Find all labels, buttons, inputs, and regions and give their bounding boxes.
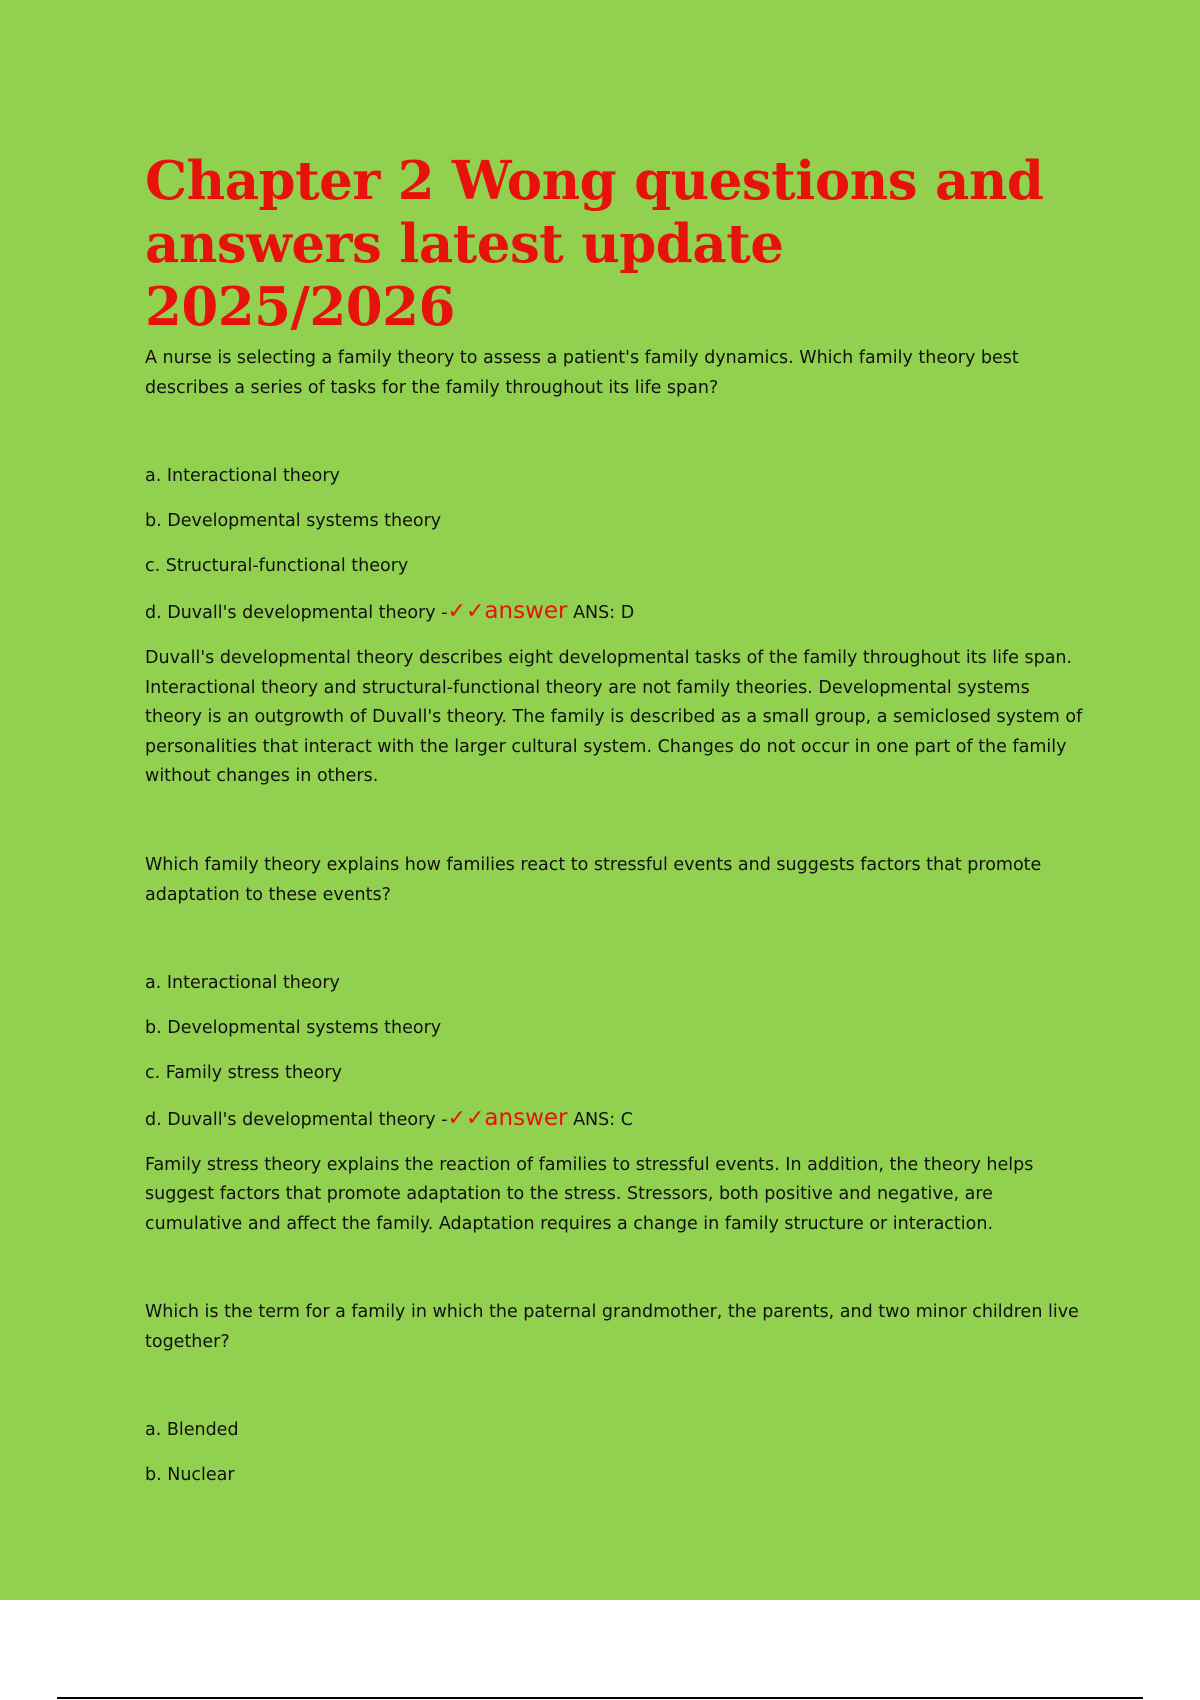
document-title: Chapter 2 Wong questions and answers latest update 2025/2026 (145, 150, 1044, 338)
answer-key: ANS: D (573, 603, 635, 623)
question-text: Which is the term for a family in which the paternal grandmother, the parents, and two minor children live together? (145, 1302, 1079, 1352)
check-marks-icon: ✓✓ (447, 599, 485, 624)
option-c: c. Structural-functional theory (145, 556, 409, 576)
check-marks-icon: ✓✓ (447, 1105, 485, 1131)
question-block-1 (145, 343, 1090, 792)
question-text: A nurse is selecting a family theory to assess a patient's family dynamics. Which family theory best describes a series of tasks for the family throughout its life span? (145, 348, 1019, 398)
question-block-3 (145, 1297, 1090, 1490)
option-a: a. Interactional theory (145, 972, 340, 993)
rationale-text: Duvall's developmental theory describes eight developmental tasks of the family throughout its life span. Interactional theory and structural-functional theory are not family theories. Developmental systems theory is an outgrowth of Duvall's theory. The family is described as a small group, a semiclosed system of personalities that interact with the larger cultural system. Changes do not occur in one part of the family without changes in others. (145, 648, 1083, 786)
answer-key: ANS: C (573, 1109, 633, 1130)
footer-divider (57, 1697, 1143, 1699)
rationale-text: Family stress theory explains the reaction of families to stressful events. In addition, the theory helps suggest factors that promote adaptation to the stress. Stressors, both positive and negative, are cumulative and affect the family. Adaptation requires a change in family structure or interaction. (145, 1154, 1034, 1234)
spacer (145, 792, 1090, 850)
option-d-answer-line (145, 1103, 1090, 1133)
option-a: a. Blended (145, 1420, 239, 1440)
answer-label: answer (484, 1104, 568, 1131)
option-d: d. Duvall's developmental theory - (145, 603, 448, 623)
document-content (145, 150, 1090, 1505)
option-b: b. Developmental systems theory (145, 511, 442, 531)
question-block-2 (145, 850, 1090, 1240)
option-list (145, 1415, 1090, 1490)
option-c: c. Family stress theory (145, 1062, 342, 1083)
option-b: b. Developmental systems theory (145, 1017, 442, 1038)
option-d: d. Duvall's developmental theory - (145, 1109, 448, 1130)
option-a: a. Interactional theory (145, 466, 340, 486)
answer-label: answer (484, 598, 568, 624)
option-list (145, 461, 1090, 626)
option-d-answer-line (145, 596, 1090, 626)
option-b: b. Nuclear (145, 1465, 235, 1485)
option-list (145, 968, 1090, 1133)
spacer (145, 1239, 1090, 1297)
question-text: Which family theory explains how families react to stressful events and suggests factors that promote adaptation to these events? (145, 854, 1042, 905)
